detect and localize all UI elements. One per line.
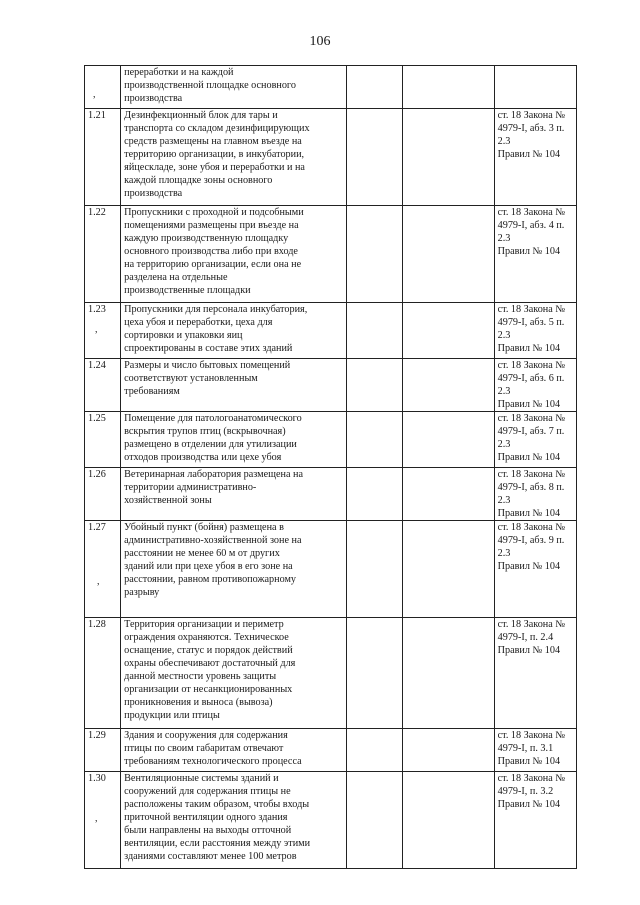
table-row	[85, 521, 577, 618]
requirement-text: Ветеринарная лаборатория размещена на территории административно- хозяйственной зоны	[124, 469, 303, 506]
requirement-text: Здания и сооружения для содержания птицы по своим габаритам отвечают требованиям технологического процесса	[124, 730, 302, 767]
row-number: 1.27	[88, 522, 106, 533]
row-number: 1.30	[88, 773, 106, 784]
legal-reference: ст. 18 Закона № 4979-I, абз. 7 п. 2.3 Правил № 104	[497, 413, 566, 463]
requirement-text: Дезинфекционный блок для тары и транспорта со складом дезинфицирующих средств размещены на главном въезде на территорию организации, в инкубатории, яйцескладе, зоне убоя и переработки и на каждой площадке зоны основного производства	[124, 110, 310, 199]
legal-reference: ст. 18 Закона № 4979-I, абз. 6 п. 2.3 Правил № 104	[497, 360, 566, 410]
legal-reference: ст. 18 Закона № 4979-I, абз. 4 п. 2.3 Правил № 104	[497, 207, 566, 257]
legal-reference: ст. 18 Закона № 4979-I, п. 3.1 Правил № 104	[497, 730, 566, 767]
margin-mark: ,	[97, 576, 100, 587]
empty-cell	[403, 66, 494, 109]
margin-mark: ,	[95, 324, 98, 335]
table-row	[85, 772, 577, 869]
requirement-text-cell: переработки и на каждой производственной площадке основного производства	[121, 66, 347, 109]
requirement-text: Убойный пункт (бойня) размещена в административно-хозяйственной зоне на расстоянии не менее 60 м от других зданий или при цехе убоя в его зоне на расстоянии, равном противопожарному разрыву	[124, 522, 302, 598]
requirement-text: Пропускники с проходной и подсобными помещениями размещены при въезде на каждую производственную площадку основного производства либо при входе на территорию организации, если она не разделена на отдельные производственные площадки	[124, 207, 304, 296]
empty-cell	[347, 66, 403, 109]
row-number: 1.24	[88, 360, 106, 371]
table-row	[85, 412, 577, 468]
legal-reference: ст. 18 Закона № 4979-I, абз. 3 п. 2.3 Правил № 104	[497, 110, 566, 160]
table-row	[85, 359, 577, 412]
requirement-text: Пропускники для персонала инкубатория, цеха убоя и переработки, цеха для сортировки и упаковки яиц спроектированы в составе этих зданий	[124, 304, 308, 354]
margin-mark: ,	[95, 813, 98, 824]
legal-reference-cell	[494, 66, 576, 109]
table-row	[85, 618, 577, 729]
row-number: 1.23	[88, 304, 106, 315]
requirement-text: Помещение для патологоанатомического вскрытия трупов птиц (вскрывочная) размещено в отделении для утилизации отходов производства или цехе убоя	[124, 413, 302, 463]
requirement-text: Вентиляционные системы зданий и сооружений для содержания птицы не расположены таким образом, чтобы входы приточной вентиляции одного здания были направлены на выходы отточной вентиляции, если расстояния между этими зданиями составляют менее 100 метров	[124, 773, 311, 862]
table-row	[85, 729, 577, 772]
row-number: 1.26	[88, 469, 106, 480]
legal-reference: ст. 18 Закона № 4979-I, п. 2.4 Правил № 104	[497, 619, 566, 656]
requirement-text: Размеры и число бытовых помещений соответствуют установленным требованиям	[124, 360, 291, 397]
legal-reference: ст. 18 Закона № 4979-I, п. 3.2 Правил № 104	[497, 773, 566, 810]
table-row	[85, 303, 577, 359]
table-row	[85, 109, 577, 206]
margin-mark: ,	[93, 89, 96, 100]
row-number: 1.21	[88, 110, 106, 121]
row-number: 1.29	[88, 730, 106, 741]
legal-reference: ст. 18 Закона № 4979-I, абз. 8 п. 2.3 Правил № 104	[497, 469, 566, 519]
table-row	[85, 206, 577, 303]
legal-reference: ст. 18 Закона № 4979-I, абз. 5 п. 2.3 Правил № 104	[497, 304, 566, 354]
page-number: 106	[309, 34, 331, 49]
row-number: 1.28	[88, 619, 106, 630]
table-row	[85, 66, 577, 109]
row-number: 1.22	[88, 207, 106, 218]
table-row	[85, 468, 577, 521]
requirements-table	[84, 65, 577, 869]
row-number-cell	[85, 66, 121, 109]
requirement-text: Территория организации и периметр ограждения охраняются. Техническое оснащение, статус и порядок действий охраны обеспечивают достаточный для данной местности уровень защиты организации от несанкционированных проникновения и выноса (вывоза) продукции или птицы	[124, 619, 296, 721]
legal-reference: ст. 18 Закона № 4979-I, абз. 9 п. 2.3 Правил № 104	[497, 522, 566, 572]
row-number: 1.25	[88, 413, 106, 424]
